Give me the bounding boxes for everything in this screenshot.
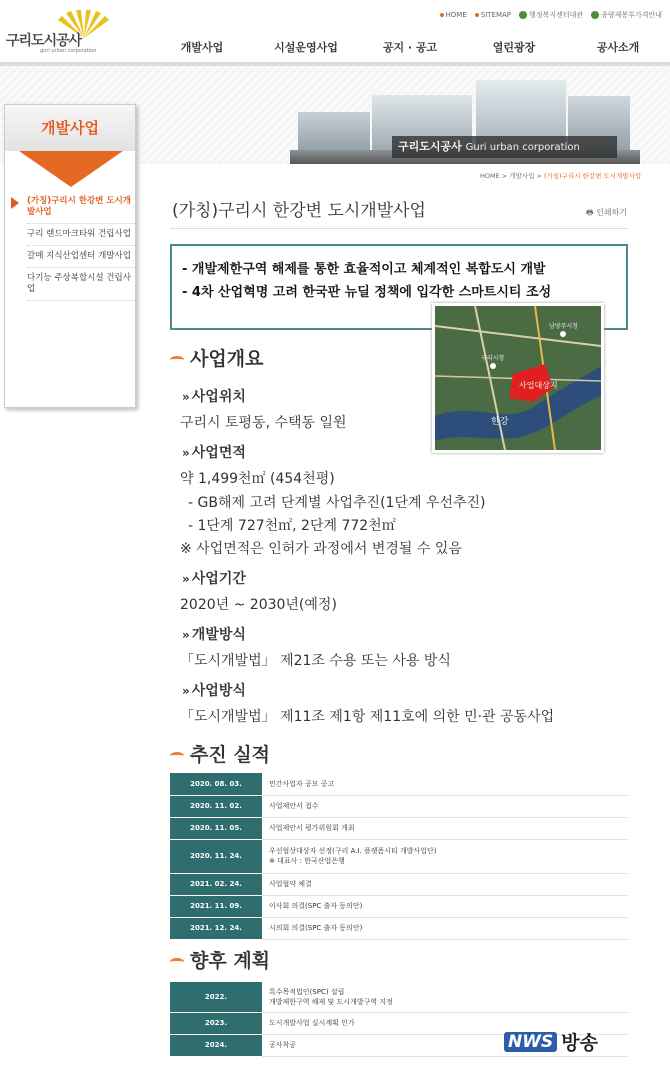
sidebar-list bbox=[27, 191, 135, 301]
watermark-word: 방송 bbox=[561, 1032, 598, 1054]
banner-caption bbox=[392, 136, 617, 158]
logo-subtitle: guri urban corporation bbox=[40, 48, 97, 54]
table-row bbox=[170, 873, 628, 895]
table-row bbox=[170, 982, 628, 1012]
map-label-site: 사업대상지 bbox=[519, 381, 558, 390]
table-text: 민간사업자 공모 공고 bbox=[262, 773, 628, 795]
wave-icon bbox=[170, 958, 184, 966]
table-text: 사업제안서 평가위원회 개최 bbox=[262, 817, 628, 839]
type-text: 「도시개발법」 제11조 제1항 제11호에 의한 민·관 공동사업 bbox=[180, 709, 555, 725]
nav-item-open-plaza[interactable]: 열린광장 bbox=[492, 41, 536, 54]
summary-line: - 4차 산업혁명 고려 한국판 뉴딜 정책에 입각한 스마트시티 조성 bbox=[182, 285, 552, 300]
page-title: (가칭)구리시 한강변 도시개발사업 bbox=[172, 201, 426, 221]
map-label-river: 한강 bbox=[491, 417, 509, 427]
plan-heading-text: 향후 계획 bbox=[190, 950, 271, 972]
banner-caption-ko: 구리도시공사 bbox=[398, 140, 462, 153]
leaf-icon bbox=[519, 11, 527, 19]
sidebar-ribbon bbox=[19, 151, 123, 187]
breadcrumb bbox=[480, 171, 641, 180]
active-arrow-icon bbox=[11, 197, 19, 209]
title-divider bbox=[170, 228, 628, 229]
site-map-image bbox=[432, 303, 604, 453]
table-subtext: ※ 대표사 : 한국산업은행 bbox=[269, 857, 345, 865]
map-svg bbox=[435, 306, 601, 450]
method-text: 「도시개발법」 제21조 수용 또는 사용 방식 bbox=[180, 653, 451, 669]
table-text: 사업협약 체결 bbox=[262, 873, 628, 895]
nav-item-about[interactable]: 공사소개 bbox=[596, 41, 640, 54]
map-label-city: 구리시청 bbox=[481, 355, 505, 362]
table-row bbox=[170, 917, 628, 939]
table-cell bbox=[262, 839, 628, 873]
overview-heading-text: 사업개요 bbox=[190, 348, 264, 370]
progress-heading bbox=[170, 740, 270, 767]
type-heading: » 사업방식 bbox=[182, 680, 246, 700]
area-detail: - 1단계 727천㎡, 2단계 772천㎡ bbox=[188, 518, 396, 534]
print-button[interactable] bbox=[586, 207, 627, 221]
table-row bbox=[170, 895, 628, 917]
table-date: 2021. 12. 24. bbox=[170, 917, 262, 939]
table-date: 2024. bbox=[170, 1034, 262, 1056]
location-heading: » 사업위치 bbox=[182, 386, 246, 406]
nav-item-facility[interactable]: 시설운영사업 bbox=[274, 41, 338, 54]
bag-icon bbox=[591, 11, 599, 19]
table-cell bbox=[262, 982, 628, 1012]
progress-heading-text: 추진 실적 bbox=[190, 744, 271, 766]
print-label: 인쇄하기 bbox=[596, 208, 628, 217]
logo-text: 구리도시공사 bbox=[6, 33, 82, 49]
table-date: 2020. 11. 05. bbox=[170, 817, 262, 839]
nav-item-development[interactable]: 개발사업 bbox=[180, 41, 224, 54]
sidebar-title: 개발사업 bbox=[5, 105, 135, 151]
community-center-link[interactable]: 행정복지센터대관 bbox=[519, 10, 583, 20]
method-heading: » 개발방식 bbox=[182, 624, 246, 644]
table-text: 특수목적법인(SPC) 설립 bbox=[269, 987, 345, 996]
progress-table bbox=[170, 773, 628, 940]
table-date: 2021. 02. 24. bbox=[170, 873, 262, 895]
table-row bbox=[170, 839, 628, 873]
breadcrumb-path[interactable]: HOME > 개발사업 > bbox=[480, 172, 544, 180]
wave-icon bbox=[170, 356, 184, 364]
watermark-brand: NWS bbox=[504, 1032, 557, 1052]
area-note: ※ 사업면적은 인허가 과정에서 변경될 수 있음 bbox=[180, 541, 462, 557]
printer-icon: 🖶 bbox=[586, 208, 594, 217]
top-links bbox=[440, 10, 662, 20]
sitemap-link[interactable]: SITEMAP bbox=[475, 11, 511, 19]
sidebar-item-landmark[interactable]: 구리 랜드마크타워 건립사업 bbox=[27, 224, 135, 246]
area-heading: » 사업면적 bbox=[182, 442, 246, 462]
breadcrumb-current: (가칭)구리시 한강변 도시개발사업 bbox=[544, 172, 642, 180]
table-text: 이사회 의결(SPC 출자 동의안) bbox=[262, 895, 628, 917]
table-text: 사업제안서 접수 bbox=[262, 795, 628, 817]
nav-item-notice[interactable]: 공지 · 공고 bbox=[382, 41, 438, 54]
summary-line: - 개발제한구역 해제를 통한 효율적이고 체계적인 복합도시 개발 bbox=[182, 262, 546, 277]
table-date: 2020. 08. 03. bbox=[170, 773, 262, 795]
plan-heading bbox=[170, 946, 270, 973]
sidebar-item-hangang[interactable]: (가칭)구리시 한강변 도시개발사업 bbox=[27, 191, 135, 224]
table-date: 2020. 11. 02. bbox=[170, 795, 262, 817]
table-text: 우선협상대상자 선정(구리 A.I. 플랫폼시티 개발사업단) bbox=[269, 847, 437, 855]
area-detail: - GB해제 고려 단계별 사업추진(1단계 우선추진) bbox=[188, 495, 486, 511]
bullet-icon bbox=[475, 13, 479, 17]
map-label-hall: 남양주시청 bbox=[549, 323, 578, 330]
banner-caption-en: Guri urban corporation bbox=[465, 142, 580, 153]
table-date: 2020. 11. 24. bbox=[170, 839, 262, 873]
sidebar bbox=[4, 104, 136, 408]
logo[interactable] bbox=[4, 6, 124, 56]
table-subtext: 개발제한구역 해제 및 도시개발구역 지정 bbox=[269, 997, 393, 1006]
bag-price-link[interactable]: 종량제봉투가격안내 bbox=[591, 10, 662, 20]
sidebar-item-galmae[interactable]: 갈매 지식산업센터 개발사업 bbox=[27, 246, 135, 268]
table-row bbox=[170, 795, 628, 817]
table-row bbox=[170, 773, 628, 795]
overview-heading bbox=[170, 344, 263, 371]
period-heading: » 사업기간 bbox=[182, 568, 246, 588]
table-date: 2021. 11. 09. bbox=[170, 895, 262, 917]
area-text: 약 1,499천㎡ (454천평) bbox=[180, 471, 335, 487]
table-text: 공사착공 bbox=[262, 1034, 628, 1056]
table-date: 2022. bbox=[170, 982, 262, 1012]
location-text: 구리시 토평동, 수택동 일원 bbox=[180, 415, 347, 431]
period-text: 2020년 ~ 2030년(예정) bbox=[180, 597, 337, 613]
table-date: 2023. bbox=[170, 1012, 262, 1034]
watermark-logo bbox=[504, 1028, 598, 1055]
wave-icon bbox=[170, 752, 184, 760]
bullet-icon bbox=[440, 13, 444, 17]
home-link[interactable]: HOME bbox=[440, 11, 467, 19]
table-text: 시의회 의결(SPC 출자 동의안) bbox=[262, 917, 628, 939]
sidebar-item-complex[interactable]: 다기능 주상복합시설 건립사업 bbox=[27, 268, 135, 301]
table-text: 도시개발사업 실시계획 인가 bbox=[262, 1012, 628, 1034]
table-row bbox=[170, 817, 628, 839]
main-nav bbox=[150, 40, 670, 62]
